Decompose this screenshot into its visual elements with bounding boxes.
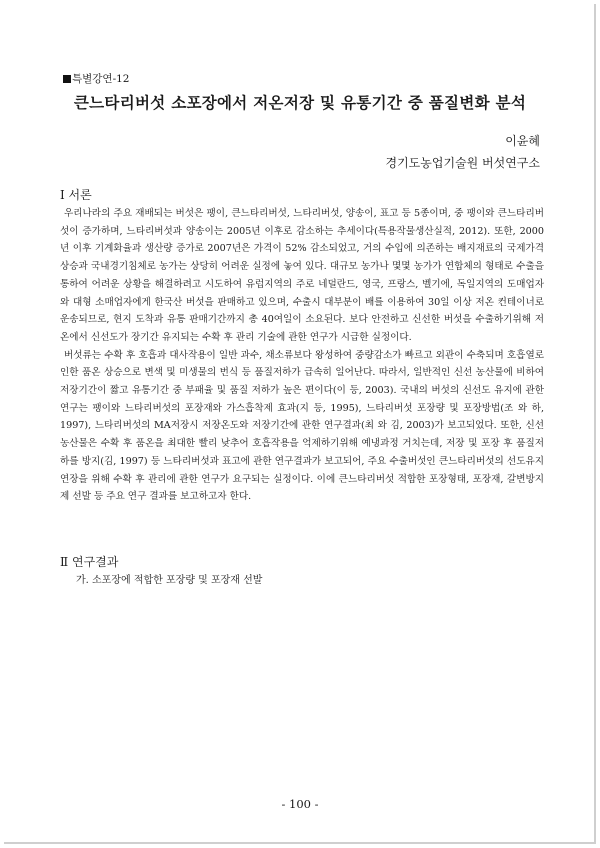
introduction-body [60,205,544,506]
section-heading-introduction: Ⅰ 서론 [60,188,92,202]
section-heading-results: Ⅱ 연구결과 [60,555,119,569]
introduction-paragraph-1: 우리나라의 주요 재배되는 버섯은 팽이, 큰느타리버섯, 느타리버섯, 양송이, 표고 등 5종이며, 중 팽이와 큰느타리버섯이 증가하며, 느타리버섯과 양송이는 2005년 이후로 감소하는 추세이다(특용작물생산실적, 2012). 또한, 2000년 이후 기계화율과 생산량 증가로 2007년은 가격이 52% 감소되었고, 거의 수입에 의존하는 배지재료의 국제가격 상승과 국내경기침체로 농가는 상당히 어려운 실정에 놓여 있다. 대규모 농가나 몇몇 농가가 연합체의 형태로 수출을 통하여 어려운 상황을 해결하려고 시도하여 유럽지역의 주로 네덜란드, 영국, 프랑스, 벨기에, 독일지역의 도매업자와 대형 소매업자에게 한국산 버섯을 판매하고 있으며, 수출시 대부분이 배를 이용하여 30일 이상 저온 컨테이너로 운송되므로, 현지 도착과 유통 판매기간까지 총 40여일이 소요된다. 보다 안전하고 신선한 버섯을 수출하기위해 저온에서 신선도가 장기간 유지되는 수확 후 관리 기술에 관한 연구가 시급한 실정이다. [60,208,544,343]
series-label [63,71,129,86]
black-square-icon [63,75,71,83]
document-title: 큰느타리버섯 소포장에서 저온저장 및 유통기간 중 품질변화 분석 [73,93,527,112]
author-affiliation: 경기도농업기술원 버섯연구소 [385,156,540,170]
series-label-text: 특별강연-12 [72,73,130,85]
author-name: 이윤혜 [505,134,540,148]
page-number: - 100 - [281,797,319,811]
results-subheading: 가. 소포장에 적합한 포장량 및 포장재 선발 [76,575,263,586]
introduction-paragraph-2: 버섯류는 수확 후 호흡과 대사작용이 일반 과수, 채소류보다 왕성하여 중량감소가 빠르고 외관이 수축되며 호흡열로 인한 품온 상승으로 변색 및 미생물의 번식 등 품질저하가 급속히 일어난다. 따라서, 일반적인 신선 농산물에 비하여 저장기간이 짧고 유통기간 중 부패율 및 품질 저하가 높은 편이다(이 등, 2003). 국내의 버섯의 신선도 유지에 관한 연구는 팽이와 느타리버섯의 포장재와 가스흡착제 효과(지 등, 1995), 느타리버섯 포장량 및 포장방법(조 와 하, 1997), 느타리버섯의 MA저장시 저장온도와 저장기간에 관한 연구결과(최 와 김, 2003)가 보고되었다. 또한, 신선농산물은 수확 후 품온을 최대한 빨리 낮추어 호흡작용을 억제하기위해 예냉과정 거치는데, 저장 및 포장 후 품질저하를 방지(김, 1997) 등 느타리버섯과 표고에 관한 연구결과가 보고되어, 주요 수출버섯인 큰느타리버섯의 선도유지 연장을 위해 수확 후 관리에 관한 연구가 요구되는 실정이다. 이에 큰느타리버섯 적합한 포장형태, 포장재, 갈변방지제 선발 등 주요 연구 결과를 보고하고자 한다. [60,349,544,503]
